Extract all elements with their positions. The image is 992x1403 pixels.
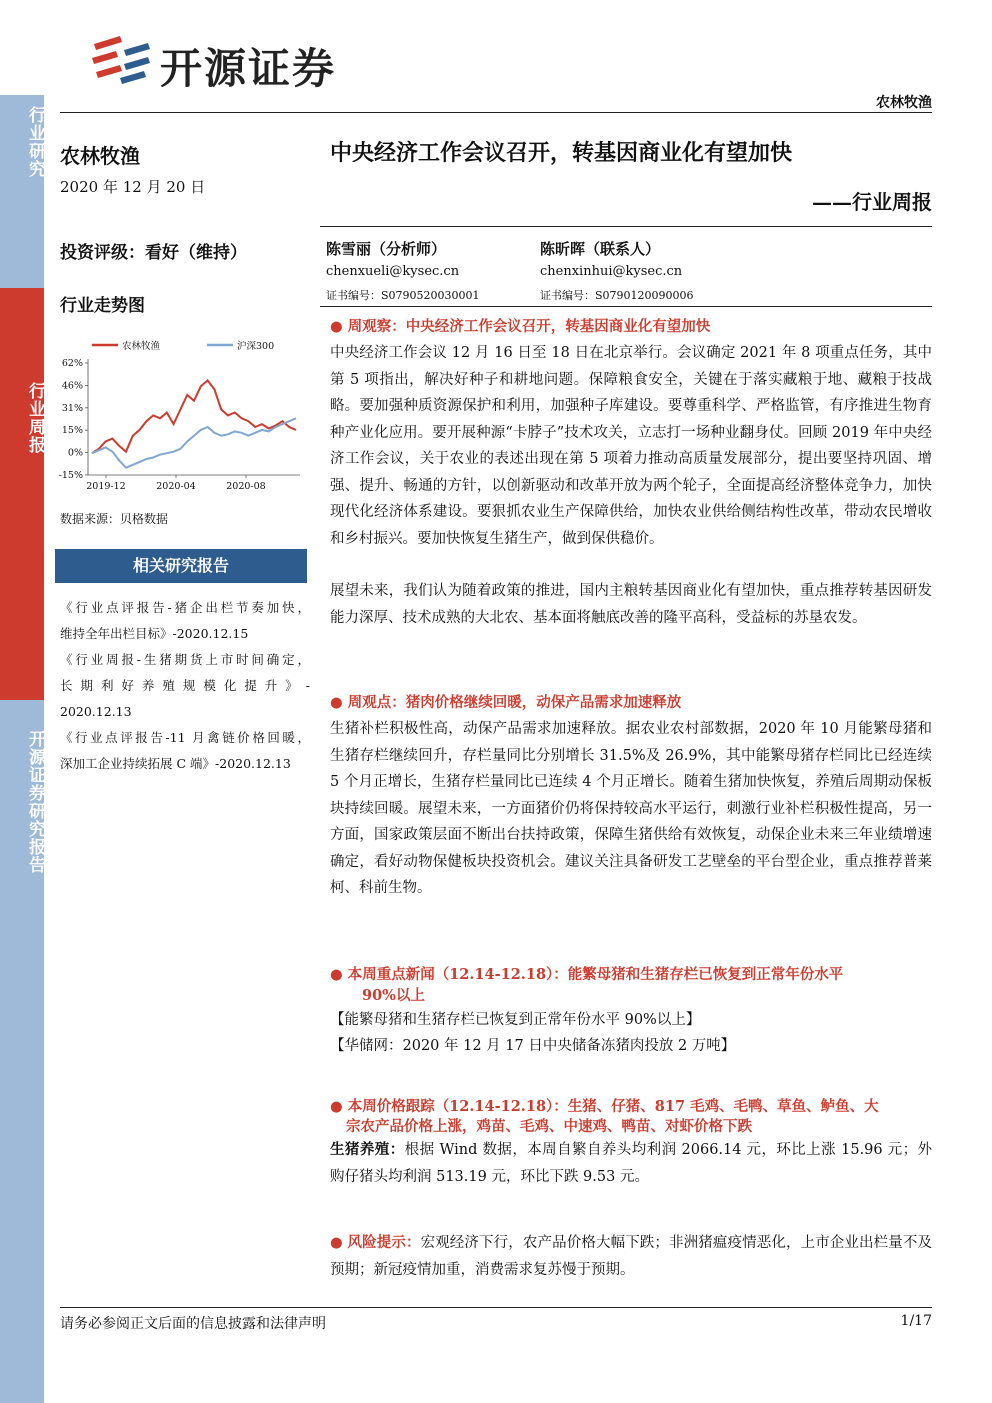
related-report-3a: 《行业点评报告-11 月禽链价格回暖， [60, 730, 310, 745]
y-tick-label: 46% [61, 380, 83, 392]
section-price-heading-1: ● 本周价格跟踪（12.14-12.18）：生猪、仔猪、817 毛鸡、毛鸭、草鱼、鲈鱼、大 [330, 1098, 879, 1115]
related-report-2b: 长期利好养殖规模化提升》- [60, 678, 310, 693]
brand-logo-text: 开源证券 [160, 44, 337, 93]
price-hog-paragraph: 生猪养殖：根据 Wind 数据，本周自繁自养头均利润 2066.14 元，环比上涨 15.96 元；外购仔猪头均利润 513.19 元，环比下跌 9.53 元。 [330, 1141, 933, 1185]
bullet-icon: ● [330, 694, 348, 711]
author-1-cert: 证书编号：S0790520030001 [326, 289, 480, 302]
footer-rule [60, 1307, 932, 1308]
related-reports-header: 相关研究报告 [55, 549, 307, 583]
author-2-email[interactable]: chenxinhui@kysec.cn [540, 264, 683, 279]
section-news-heading-1: ● 本周重点新闻（12.14-12.18）：能繁母猪和生猪存栏已恢复到正常年份水平 [330, 966, 844, 983]
footer-disclaimer: 请务必参阅正文后面的信息披露和法律声明 [60, 1316, 326, 1332]
author-1-name: 陈雪丽（分析师） [326, 240, 447, 258]
industry-name: 农林牧渔 [60, 144, 140, 168]
investment-rating: 投资评级：看好（维持） [60, 243, 247, 263]
side-label-weekly: 行业周报 [25, 382, 45, 454]
section-1-paragraph-1: 中央经济工作会议 12 月 16 日至 18 日在北京举行。会议确定 2021 年 8 项重点任务，其中第 5 项指出，解决好种子和耕地问题。保障粮食安全，关键在于落实藏粮于地、藏粮于技战略。要加强种质资源保护和利用，加强种子库建设。要尊重科学、严格监管，有序推进生物育种产业化应用。要开展种源“卡脖子”技术攻关，立志打一场种业翻身仗。回顾 2019 年中央经济工作会议，关于农业的表述出现在第 5 项着力推动高质量发展部分，提出要坚持巩固、增强、提升、畅通的方针，以创新驱动和改革开放为两个轮子，全面提高经济整体竞争力，加快现代化经济体系建设。要狠抓农业生产保障供给，加快农业供给侧结构性改革，带动农民增收和乡村振兴。要加快恢复生猪生产，做到保供稳价。 [330, 345, 932, 547]
section-price-heading-2: 宗农产品价格上涨，鸡苗、毛鸡、中速鸡、鸭苗、对虾价格下跌 [346, 1118, 752, 1135]
y-tick-label: -15% [58, 470, 83, 481]
trend-title: 行业走势图 [60, 296, 145, 316]
report-subtitle: ——行业周报 [812, 190, 932, 214]
section-weekly-observation-heading: ● 周观察：中央经济工作会议召开，转基因商业化有望加快 [330, 318, 711, 335]
x-tick-label: 2020-08 [226, 481, 266, 492]
risk-paragraph: ● 风险提示：宏观经济下行，农产品价格大幅下跌；非洲猪瘟疫情恶化，上市企业出栏量不及预期；新冠疫情加重，消费需求复苏慢于预期。 [330, 1234, 933, 1278]
y-tick-label: 62% [61, 358, 83, 369]
logo-icon [90, 34, 152, 86]
related-report-3b: 深加工企业持续拓展 C 端》-2020.12.13 [60, 756, 291, 771]
bullet-icon: ● [330, 1098, 348, 1115]
side-label-research: 行业研究 [25, 106, 45, 178]
news-item-2: 【华储网：2020 年 12 月 17 日中央储备冻猪肉投放 2 万吨】 [330, 1038, 736, 1054]
x-tick-label: 2020-04 [156, 481, 196, 492]
series-line-agri [92, 381, 296, 454]
legend-label: 沪深300 [237, 341, 275, 352]
related-report-1b: 维持全年出栏目标》-2020.12.15 [60, 626, 249, 641]
side-label-kysec: 开源证券研究报告 [25, 730, 45, 874]
trend-chart [52, 333, 310, 503]
author-2-name: 陈昕晖（联系人） [540, 240, 661, 258]
section-1-paragraph-2: 展望未来，我们认为随着政策的推进，国内主粮转基因商业化有望加快，重点推荐转基因研发能力深厚、技术成熟的大北农、基本面将触底改善的隆平高科，受益标的苏垦农发。 [330, 583, 932, 626]
header-rule [60, 112, 932, 113]
related-report-1a: 《行业点评报告-猪企出栏节奏加快， [60, 600, 310, 615]
related-report-2c: 2020.12.13 [60, 704, 132, 719]
side-strip-mid [0, 288, 44, 700]
x-tick-label: 2019-12 [86, 481, 126, 492]
y-tick-label: 0% [67, 447, 83, 459]
title-rule [320, 226, 932, 227]
bullet-icon: ● [330, 1235, 348, 1251]
bullet-icon: ● [330, 318, 348, 335]
report-title: 中央经济工作会议召开，转基因商业化有望加快 [330, 140, 793, 166]
author-2-cert: 证书编号：S0790120090006 [540, 289, 694, 302]
author-rule [320, 306, 932, 307]
author-1-email[interactable]: chenxueli@kysec.cn [326, 264, 460, 279]
section-news-heading-2: 90%以上 [362, 987, 425, 1004]
legend-label: 农林牧渔 [122, 341, 161, 352]
y-tick-label: 15% [61, 425, 83, 437]
report-date: 2020 年 12 月 20 日 [60, 178, 206, 196]
related-report-2a: 《行业周报-生猪期货上市时间确定， [60, 652, 310, 667]
data-source: 数据来源：贝格数据 [60, 512, 169, 526]
page-number: 1/17 [900, 1313, 932, 1329]
header-category: 农林牧渔 [876, 95, 932, 111]
news-item-1: 【能繁母猪和生猪存栏已恢复到正常年份水平 90%以上】 [330, 1012, 701, 1028]
section-weekly-view-heading: ● 周观点：猪肉价格继续回暖，动保产品需求加速释放 [330, 694, 682, 711]
y-tick-label: 31% [61, 402, 83, 414]
section-2-paragraph: 生猪补栏积极性高，动保产品需求加速释放。据农业农村部数据，2020 年 10 月能繁母猪和生猪存栏继续回升，存栏量同比分别增长 31.5%及 26.9%，其中能繁母猪存栏同比已经连续 5 个月正增长，生猪存栏量同比已连续 4 个月正增长。随着生猪加快恢复，养殖后周期动保板块持续回暖。展望未来，一方面猪价仍将保持较高水平运行，刺激行业补栏积极性提高，另一方面，国家政策层面不断出台扶持政策，保障生猪供给有效恢复，动保企业未来三年业绩增速确定，看好动物保健板块投资机会。建议关注具备研发工艺壁垒的平台型企业，重点推荐普莱柯、科前生物。 [330, 721, 932, 896]
bullet-icon: ● [330, 966, 348, 983]
